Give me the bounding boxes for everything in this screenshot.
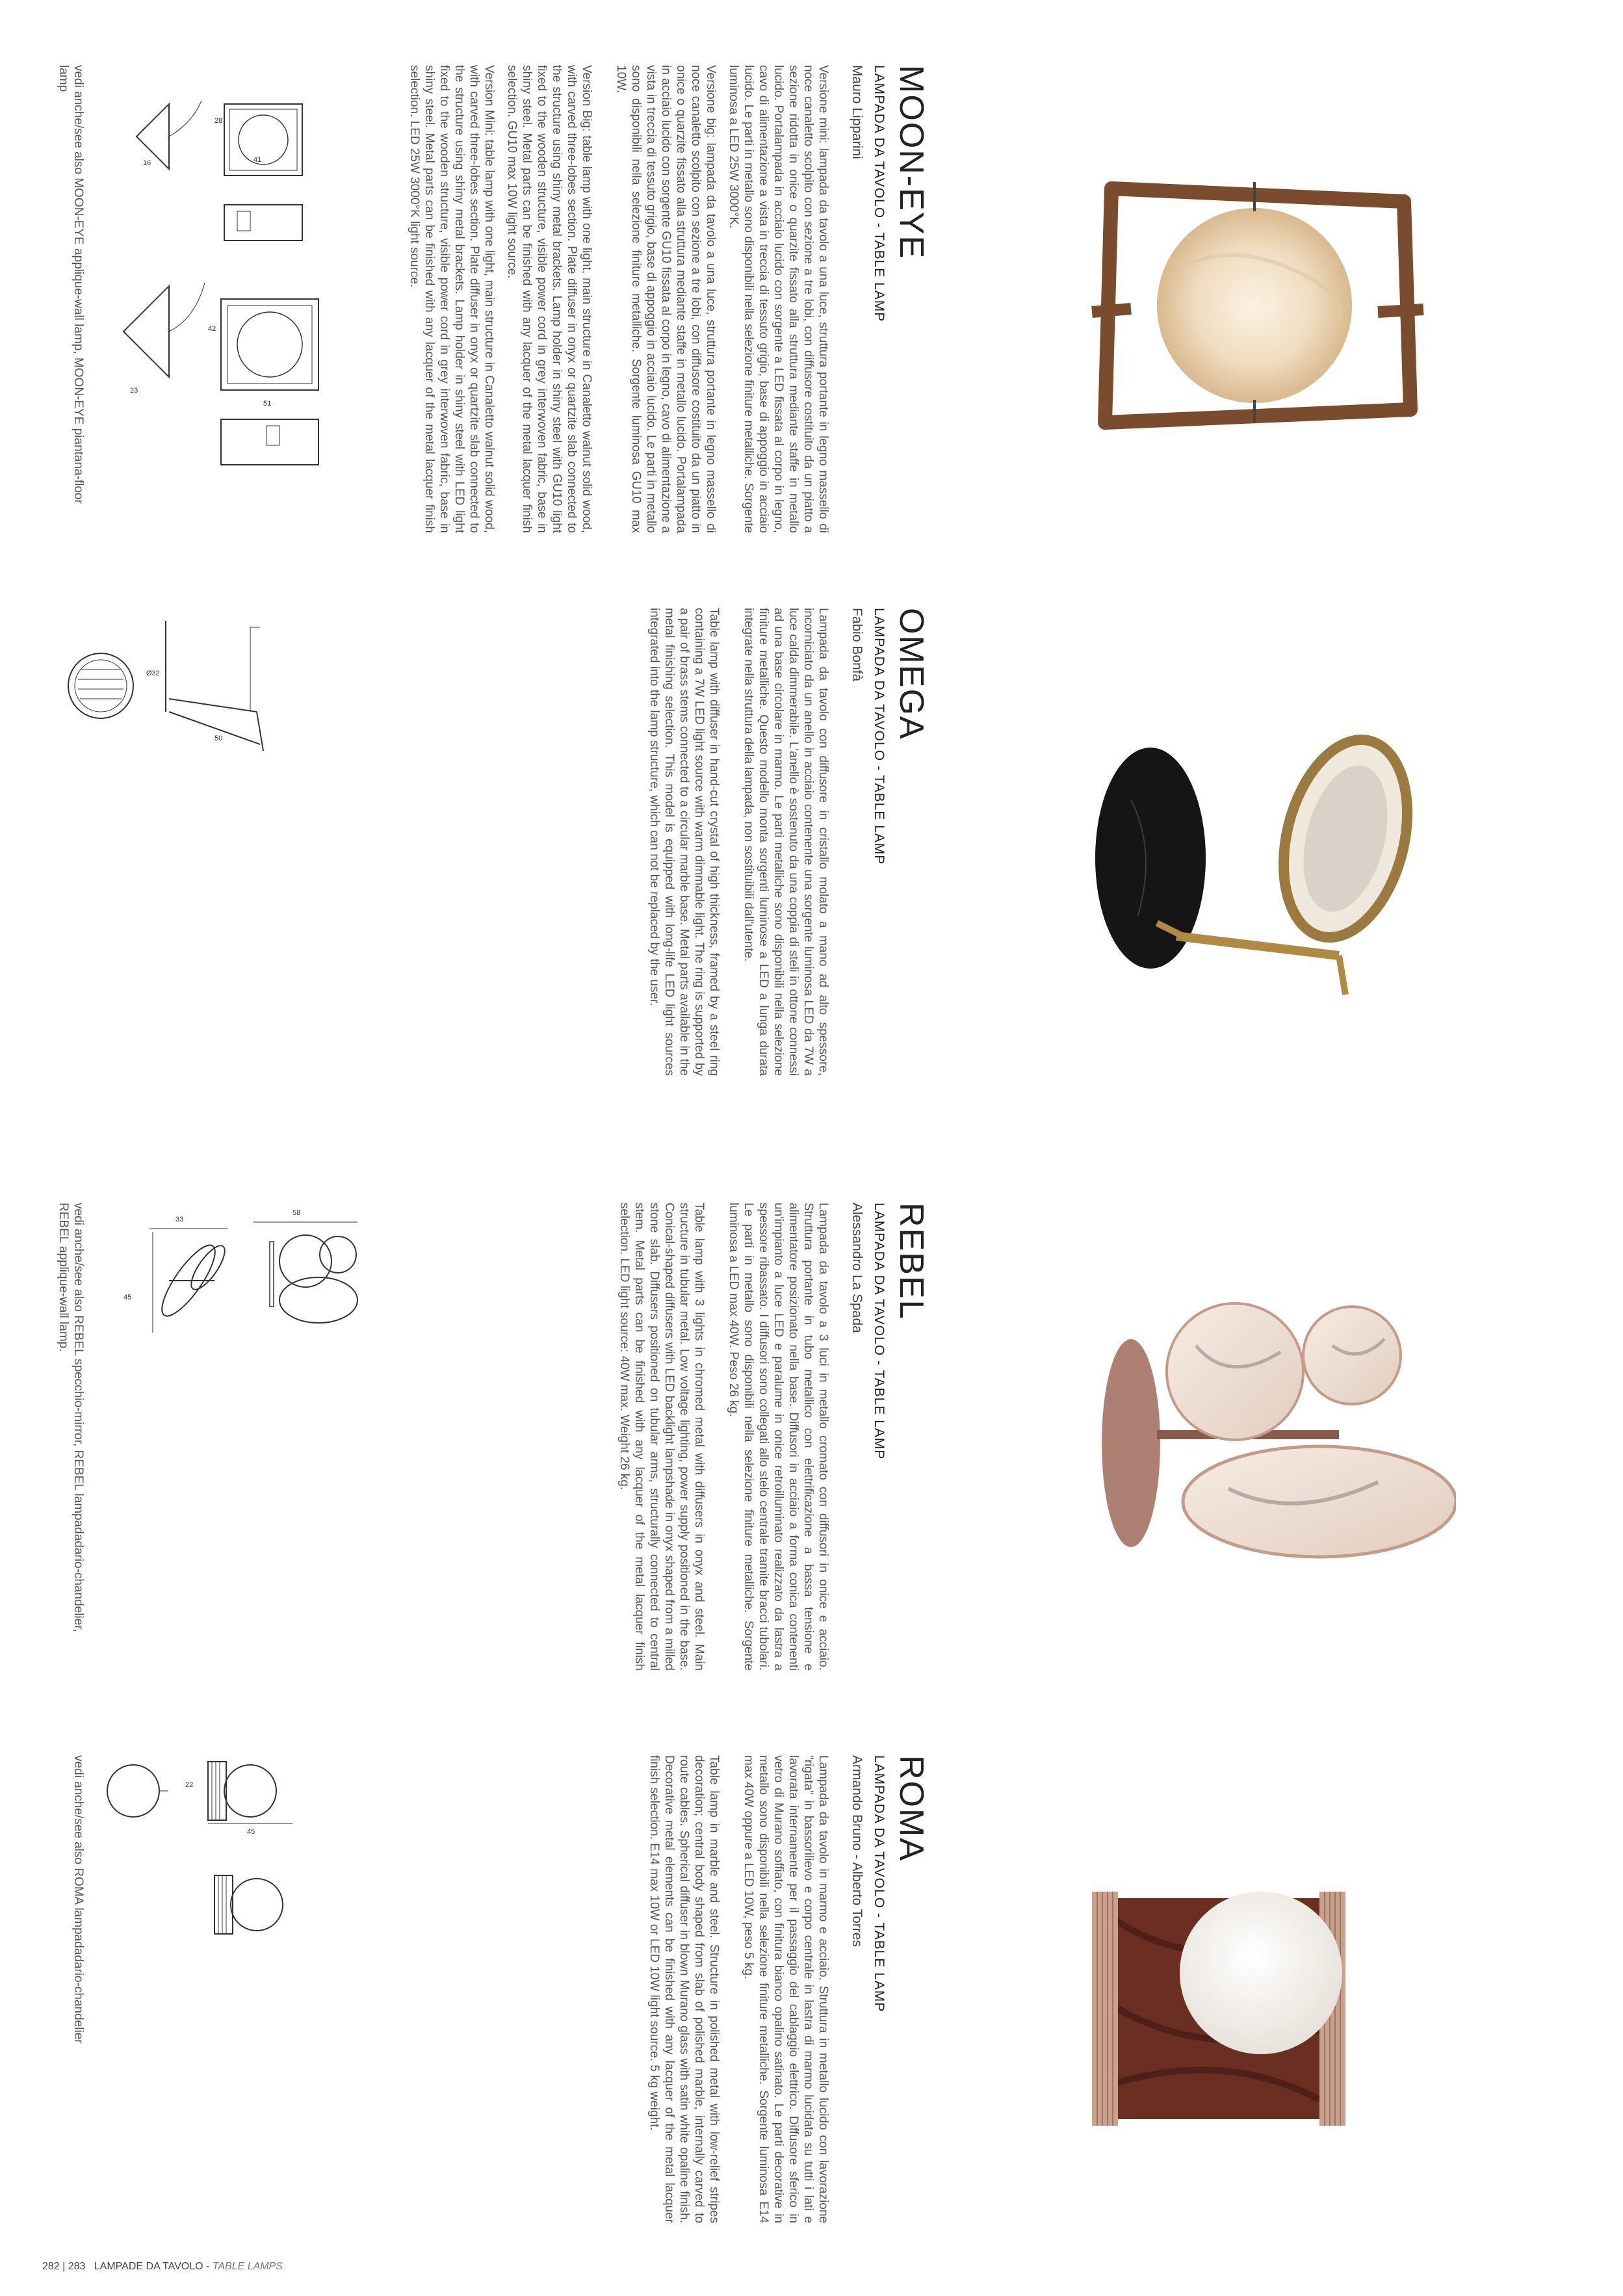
omega-subtitle: LAMPADA DA TAVOLO - TABLE LAMP [872,608,887,865]
roma-drawing-front [97,1755,169,1827]
moon-eye-dim-mini-depth: 28 [214,117,223,125]
roma-dim-depth: 22 [185,1781,194,1789]
omega-dim-diameter: Ø32 [146,670,160,677]
moon-eye-text-en-mini: Version Mini: table lamp with one light, main structure in Canaletto walnut solid wood, with carved three-lobes section. Plate diffuser in onyx or quartzite slab connected to the structure using shiny metal brackets. Lamp holder in shiny steel with LED light fixed to the wooden structure, visible power cord in grey interwoven fabric, base in shiny steel. Metal parts can be finished with any lacquer of the metal lacquer finish selection. LED 25W 3000°K light source. [408,65,496,533]
page-footer: 282 | 283 LAMPADE DA TAVOLO - TABLE LAMPS [42,2261,283,2272]
rebel-dim-height: 45 [123,1294,132,1301]
omega-drawing-side [153,614,270,757]
moon-eye-subtitle: LAMPADA DA TAVOLO - TABLE LAMP [872,65,887,322]
rebel-dim-depth: 33 [175,1216,184,1223]
moon-eye-title: MOON-EYE [892,65,930,260]
roma-title: ROMA [892,1755,930,1862]
rebel-photo [1066,1294,1456,1580]
page-numbers: 282 | 283 [42,2261,86,2272]
omega-photo [1066,722,1430,1021]
roma-drawing-top [195,1755,312,1827]
roma-photo [1066,1879,1430,2152]
footer-section: LAMPADE DA TAVOLO [94,2261,203,2272]
moon-eye-drawing-big-top [214,410,325,475]
roma-subtitle: LAMPADA DA TAVOLO - TABLE LAMP [872,1755,887,2013]
rebel-author: Alessandro La Spada [850,1203,864,1333]
moon-eye-dim-big-side: 23 [130,387,138,395]
moon-eye-drawing-mini-top [218,195,309,247]
moon-eye-dim-mini-side: 16 [143,159,151,167]
moon-eye-text-en-big: Version Big: table lamp with one light, main structure in Canaletto walnut solid wood, with carved three-lobes section. Plate diffuser in onyx or quartzite slab connected to the structure using shiny metal brackets. Lamp holder in shiny steel with GU10 light fixed to the wooden structure, visible power cord in grey interwoven fabric, base in shiny steel. Metal parts can be finished with any lacquer of the metal lacquer finish selection. GU10 max 10W light source. [505,65,593,533]
moon-eye-dim-big-width: 51 [263,400,272,408]
roma-text-en: Table lamp in marble and steel. Structure in polished metal with low-relief stripes decoration; central body shaped from slab of polished marble, internally carved to route cables. Spherical diffuser in blown Murano glass with satin white opaline finish. Decorative metal elements can be finished with any lacquer of the metal lacquer finish selection. E14 max 10W or LED 10W light source. 5 kg weight. [647,1755,721,2223]
roma-text-it: Lampada da tavolo in marmo e acciaio. Struttura in metallo lucido con lavorazione "rigata" in bassorilievo e corpo centrale in lastra di marmo lucidata su tutti i lati e lavorata internamente per il passaggio del cablaggio elettrico. Diffusore sferico in vetro di Murano soffiato, con finitura bianco opalino satinato. Le parti decorative in metallo sono disponibili nella selezione finiture metalliche. Sorgente luminosa E14 max 40W oppure a LED 10W, peso 5 kg. [742,1755,830,2223]
moon-eye-text-it-mini: Versione mini: lampada da tavolo a una luce, struttura portante in legno massello di noce canaletto scolpito con sezione a tre lobi, con diffusore costituito da un piatto a sezione ridotta in onice o quarzite fissato alla struttura mediante staffe in metallo lucido. Portalampada in acciaio lucido con sorgente a LED fissata al corpo in legno, cavo di alimentazione a vista in treccia di tessuto grigio, base di appoggio in acciaio lucido. Le parti in metallo sono disponibili nella selezione finiture metalliche. Sorgente luminosa a LED 25W 3000°K. [727,65,830,533]
roma-dim-width: 45 [247,1828,255,1836]
moon-eye-see-also: vedi anche/see also MOON-EYE applique-wall lamp, MOON-EYE piantana-floor lamp [57,65,85,504]
rebel-title: REBEL [892,1203,930,1320]
roma-drawing-side [201,1866,305,1944]
roma-see-also: vedi anche/see also ROMA lampadadario-chandelier [71,1755,85,2044]
rebel-see-also: vedi anche/see also REBEL specchio-mirror, REBEL lampadadario-chandelier, REBEL applique-wall lamp. [57,1203,85,1632]
rebel-subtitle: LAMPADA DA TAVOLO - TABLE LAMP [872,1203,887,1460]
moon-eye-author: Mauro Lipparini [850,65,864,159]
moon-eye-drawing-mini-front [218,98,315,182]
rebel-text-it: Lampada da tavolo a 3 luci in metallo cromato con diffusori in onice e acciaio. Struttura portante in tubo metallico con elettrificazione a bassa tensione e alimentatore posizionato nella base. Diffusori in acciaio a forma conica contenenti un'impianto a luce LED e paralume in onice retroilluminato realizzato da lastra a spessore ribassato. I diffusori sono collegati allo stelo centrale tramite bracci tubolari. Le parti in metallo sono disponibili nella selezione finiture metalliche. Sorgente luminosa a LED max 40W. Peso 26 kg. [727,1203,830,1671]
rebel-text-en: Table lamp with 3 lights in chromed metal with diffusers in onyx and steel. Main structure in tubular metal. Low voltage lighting, power supply positioned in the base. Conical-shaped diffusers with LED backlight lampshade in onyx shaped from a milled stone slab. Diffusers positioned on tubular arms, structurally connected to central stem. Metal parts can be finished with any lacquer of the metal lacquer finish selection. LED light source: 40W max. Weight 26 kg. [617,1203,706,1671]
roma-author: Armando Bruno - Alberto Torres [850,1755,864,1947]
omega-title: OMEGA [892,608,930,740]
rebel-drawing-side [143,1222,234,1339]
moon-eye-dim-big-depth: 42 [208,325,216,333]
omega-text-it: Lampada da tavolo con diffusore in cristallo molato a mano ad alto spessore, incorniciato da un anello in acciaio contenente una sorgente luminosa LED da 7W a luce calda dimmerabile. L'anello è sostenuto da una coppia di steli in ottone connessi ad una base circolare in marmo. Le parti metalliche sono disponibili nella selezione finiture metalliche. Questo modello monta sorgenti luminose a LED a lunga durata integrate nella struttura della lampada, non sostituibili dall'utente. [742,608,830,1076]
omega-author: Fabio Bonfà [850,608,864,682]
footer-section-en: TABLE LAMPS [212,2261,283,2272]
moon-eye-drawing-mini-side [130,98,208,176]
omega-drawing-front [62,644,140,728]
rebel-dim-width: 58 [292,1209,301,1217]
omega-dim-width: 50 [214,735,223,742]
omega-text-en: Table lamp with diffuser in hand-cut crystal of high thickness, framed by a steel ring containing a 7W LED light source with warm dimmable light. The ring is supported by a pair of brass stems connected to a circular marble base. Metal parts available in the metal finishing selection. This model is equipped with long-life LED light sources integrated into the lamp structure, which can not be replaced by the user. [647,608,721,1076]
moon-eye-photo [1066,163,1430,442]
moon-eye-drawing-big-side [117,280,214,384]
moon-eye-dim-mini-width: 41 [253,156,262,164]
moon-eye-text-it-big: Versione big: lampada da tavolo a una luce, struttura portante in legno massello di noce canaletto scolpito con sezione a tre lobi, con diffusore costituito da un piatto in onice o quarzite fissato alla struttura mediante staffe in metallo lucido. Portalampada in acciaio lucido con sorgente GU10 fissata al corpo in legno, cavo di alimentazione a vista in treccia di tessuto grigio, base di appoggio in acciaio lucido. Le parti in metallo sono disponibili nella selezione finiture metalliche. Sorgente luminosa GU10 max 10W. [614,65,718,533]
rebel-drawing-top [247,1216,364,1333]
moon-eye-drawing-big-front [214,293,325,397]
